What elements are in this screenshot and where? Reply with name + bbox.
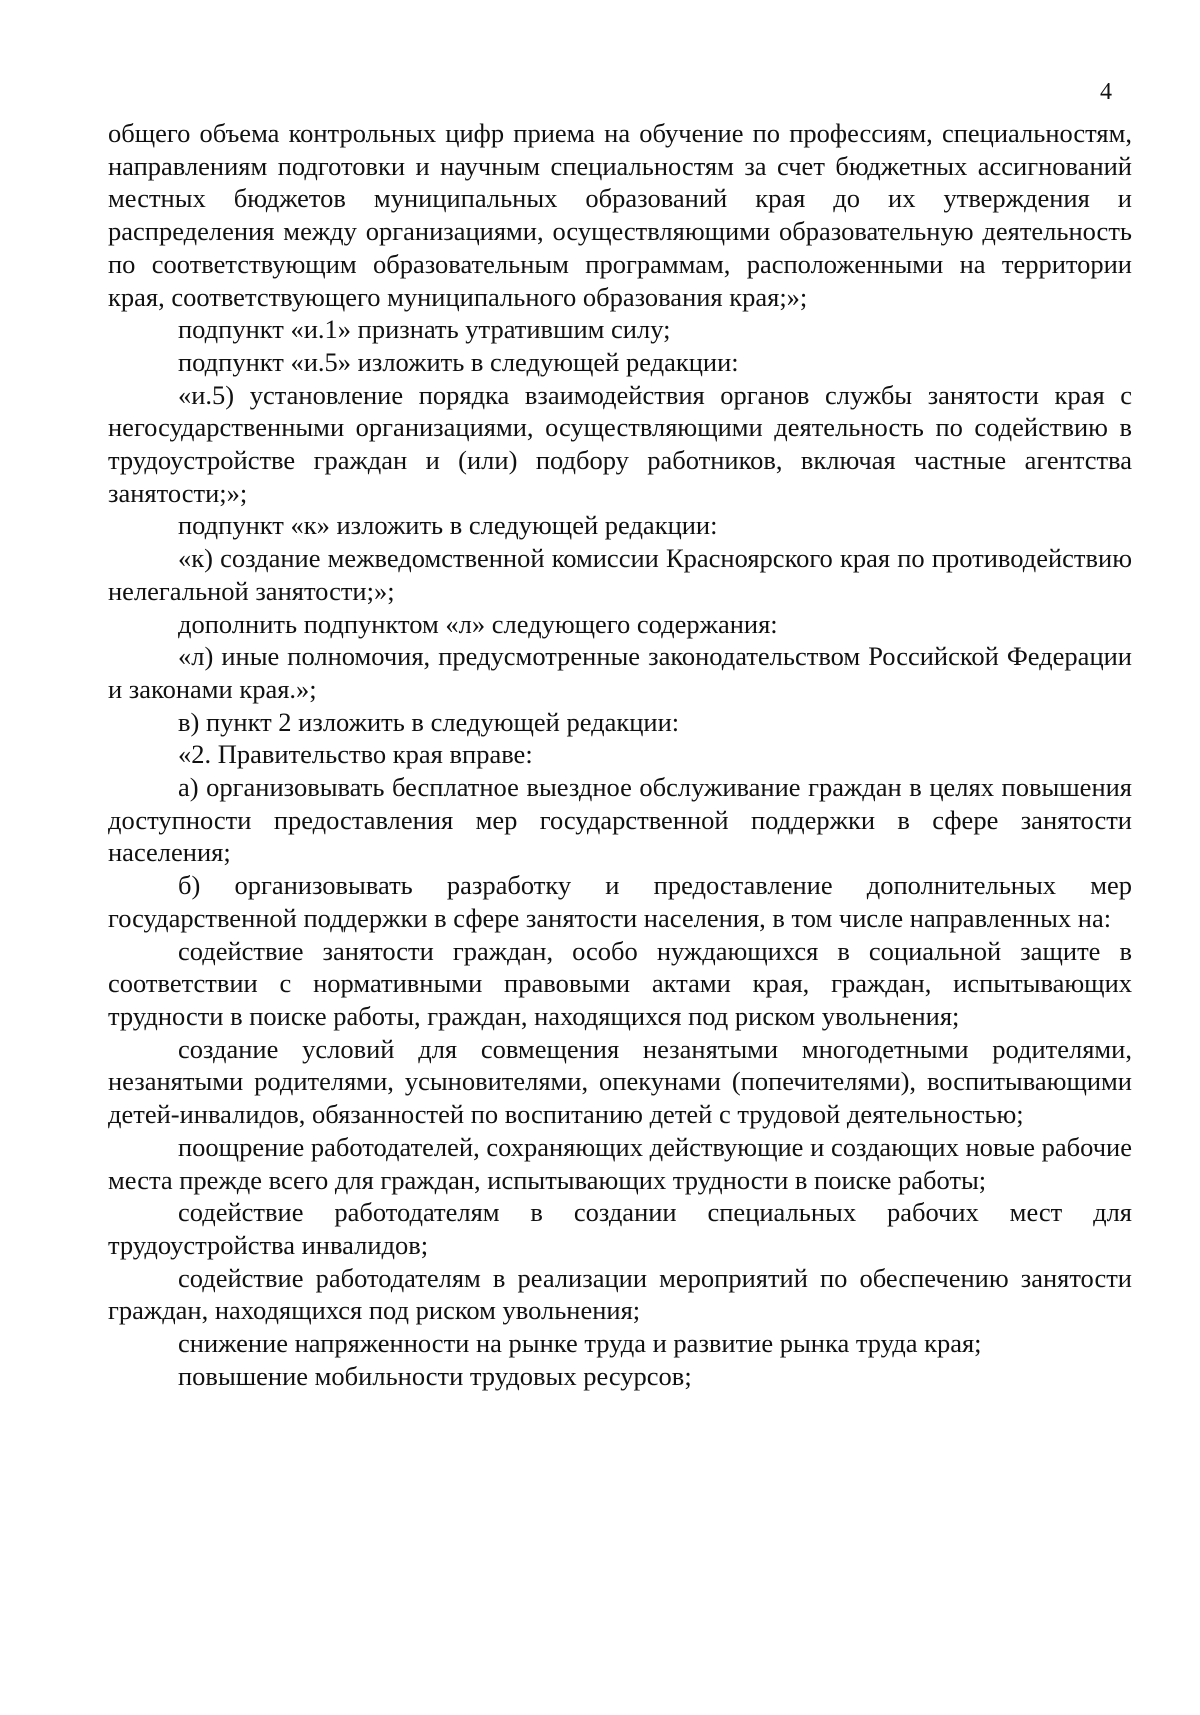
paragraph: а) организовывать бесплатное выездное обслуживание граждан в целях повышения доступности предоставления мер государственной поддержки в сфере занятости населения; <box>108 772 1132 868</box>
paragraph: создание условий для совмещения незанятыми многодетными родителями, незанятыми родителями, усыновителями, опекунами (попечителями), воспитывающими детей-инвалидов, обязанностей по воспитанию детей с трудовой деятельностью; <box>108 1033 1132 1130</box>
paragraph: содействие занятости граждан, особо нуждающихся в социальной защите в соответствии с нормативными правовыми актами края, граждан, испытывающих трудности в поиске работы, граждан, находящихся под риском увольнения; <box>108 935 1132 1031</box>
document-body <box>108 117 1132 1392</box>
paragraph: подпункт «к» изложить в следующей редакции: <box>178 510 718 541</box>
page-number: 4 <box>1100 79 1112 105</box>
paragraph: в) пункт 2 изложить в следующей редакции: <box>178 706 680 737</box>
paragraph: «и.5) установление порядка взаимодействия органов службы занятости края с негосударственными организациями, осуществляющими деятельность по содействию в трудоустройстве граждан и (или) подбору работников, включая частные агентства занятости;»; <box>108 379 1132 508</box>
paragraph: б) организовывать разработку и предоставление дополнительных мер государственной поддержки в сфере занятости населения, в том числе направленных на: <box>108 870 1132 933</box>
paragraph: общего объема контрольных цифр приема на обучение по профессиям, специальностям, направлениям подготовки и научным специальностям за счет бюджетных ассигнований местных бюджетов муниципальных образований края до их утверждения и распределения между организациями, осуществляющими образовательную деятельность по соответствующим образовательным программам, расположенными на территории края, соответствующего муниципального образования края;»; <box>108 118 1132 312</box>
paragraph: подпункт «и.1» признать утратившим силу; <box>178 314 671 345</box>
paragraph: «2. Правительство края вправе: <box>178 739 533 770</box>
paragraph: снижение напряженности на рынке труда и развитие рынка труда края; <box>178 1328 982 1359</box>
paragraph: «к) создание межведомственной комиссии Красноярского края по противодействию нелегальной занятости;»; <box>108 543 1132 606</box>
paragraph: дополнить подпунктом «л» следующего содержания: <box>178 608 778 639</box>
paragraph: повышение мобильности трудовых ресурсов; <box>178 1360 692 1391</box>
paragraph: содействие работодателям в реализации мероприятий по обеспечению занятости граждан, находящихся под риском увольнения; <box>108 1262 1132 1326</box>
paragraph: поощрение работодателей, сохраняющих действующие и создающих новые рабочие места прежде всего для граждан, испытывающих трудности в поиске работы; <box>108 1131 1132 1195</box>
paragraph: подпункт «и.5» изложить в следующей редакции: <box>178 346 739 377</box>
paragraph: содействие работодателям в создании специальных рабочих мест для трудоустройства инвалидов; <box>108 1197 1132 1260</box>
paragraph: «л) иные полномочия, предусмотренные законодательством Российской Федерации и законами края.»; <box>108 641 1132 704</box>
